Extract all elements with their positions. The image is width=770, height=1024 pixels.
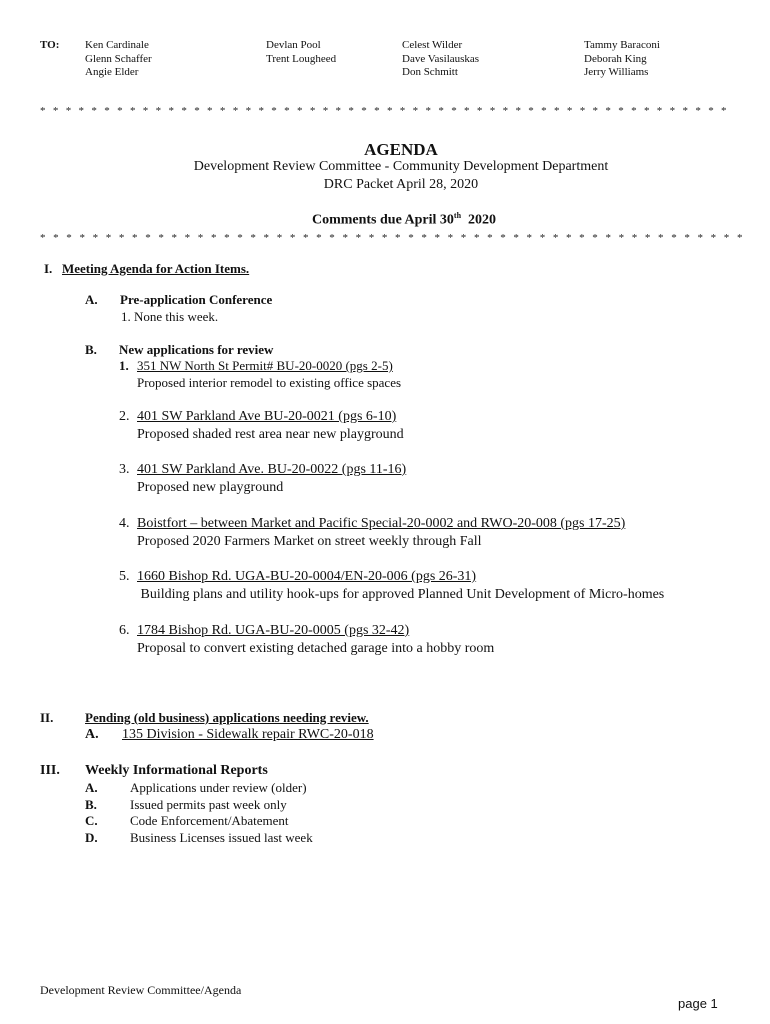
comments-due: Comments due April 30th 2020 (311, 211, 497, 228)
section-1-title: Meeting Agenda for Action Items. (62, 261, 250, 276)
item-link[interactable]: 401 SW Parkland Ave BU-20-0021 (pgs 6-10) (137, 409, 397, 424)
item-link[interactable]: 351 NW North St Permit# BU-20-0020 (pgs 2-5) (137, 358, 393, 373)
to-label: TO: (40, 39, 60, 51)
item-number: 2. (119, 409, 130, 424)
item-link[interactable]: Boistfort – between Market and Pacific Special-20-0002 and RWO-20-008 (pgs 17-25) (137, 516, 626, 531)
report-letter: B. (85, 797, 97, 812)
packet-date: DRC Packet April 28, 2020 (323, 177, 479, 192)
recipient: Angie Elder (85, 66, 139, 78)
recipient-column-1 (85, 39, 152, 80)
report-letter: D. (85, 830, 98, 845)
report-letter: A. (85, 780, 98, 795)
subsection-b-title: New applications for review (119, 342, 274, 357)
section-1-number: I. (44, 261, 53, 276)
report-item: Business Licenses issued last week (130, 830, 313, 845)
item-link[interactable]: 401 SW Parkland Ave. BU-20-0022 (pgs 11-16) (137, 462, 407, 477)
recipient: Tammy Baraconi (584, 39, 660, 51)
divider-stars: * * * * * * * * * * * * * * * * * * * * * * * * * * * * * * * * * * * * * * * * * * * * * * * * * * * * * * (40, 105, 727, 117)
item-number: 3. (119, 462, 130, 477)
item-link[interactable]: 1660 Bishop Rd. UGA-BU-20-0004/EN-20-006 (pgs 26-31) (137, 569, 477, 584)
item-number: 5. (119, 569, 130, 584)
subsection-a-title: Pre-application Conference (120, 292, 273, 307)
item-description: Building plans and utility hook-ups for approved Planned Unit Development of Micro-homes (137, 587, 665, 602)
recipient: Deborah King (584, 52, 647, 65)
item-number: 1. (119, 358, 129, 373)
section-3-number: III. (40, 763, 60, 778)
item-description: Proposed interior remodel to existing office spaces (137, 375, 402, 390)
subsection-a-letter: A. (85, 292, 98, 307)
item-description: Proposed 2020 Farmers Market on street weekly through Fall (137, 534, 482, 549)
section-2-number: II. (40, 710, 54, 725)
item-description: Proposed shaded rest area near new playground (137, 427, 404, 442)
recipient: Ken Cardinale (85, 39, 149, 51)
report-item: Issued permits past week only (130, 797, 287, 812)
recipient: Dave Vasilauskas (402, 52, 480, 65)
recipient: Devlan Pool (266, 39, 321, 51)
recipient: Celest Wilder (402, 39, 463, 51)
report-item: Applications under review (older) (130, 780, 307, 795)
recipient-column-4 (584, 39, 660, 80)
item-description: Proposed new playground (137, 480, 284, 495)
item-link[interactable]: 1784 Bishop Rd. UGA-BU-20-0005 (pgs 32-42) (137, 623, 410, 638)
item-description: Proposal to convert existing detached garage into a hobby room (137, 641, 495, 656)
section-2-a-link[interactable]: 135 Division - Sidewalk repair RWC-20-018 (122, 727, 374, 742)
section-3-title: Weekly Informational Reports (85, 763, 268, 778)
recipient: Glenn Schaffer (85, 52, 152, 65)
report-item: Code Enforcement/Abatement (130, 813, 289, 828)
recipient: Trent Lougheed (266, 52, 337, 65)
recipient: Jerry Williams (584, 66, 649, 78)
divider-stars: * * * * * * * * * * * * * * * * * * * * * * * * * * * * * * * * * * * * * * * * * * * * * * * * * * * * * * (40, 232, 743, 244)
subsection-b-letter: B. (85, 342, 97, 357)
item-number: 6. (119, 623, 130, 638)
recipient: Don Schmitt (402, 66, 458, 78)
page-number: page 1 (678, 996, 718, 1011)
section-2-a-letter: A. (85, 727, 99, 742)
page-title: AGENDA (364, 140, 438, 159)
recipient-column-3 (402, 39, 479, 80)
section-2-title: Pending (old business) applications needing review. (85, 710, 369, 725)
footer-text: Development Review Committee/Agenda (40, 983, 242, 997)
recipient-column-2 (266, 39, 336, 66)
committee-subtitle: Development Review Committee - Community Development Department (193, 159, 609, 174)
item-number: 4. (119, 516, 130, 531)
subsection-a-item: 1. None this week. (121, 309, 219, 324)
report-letter: C. (85, 813, 98, 828)
